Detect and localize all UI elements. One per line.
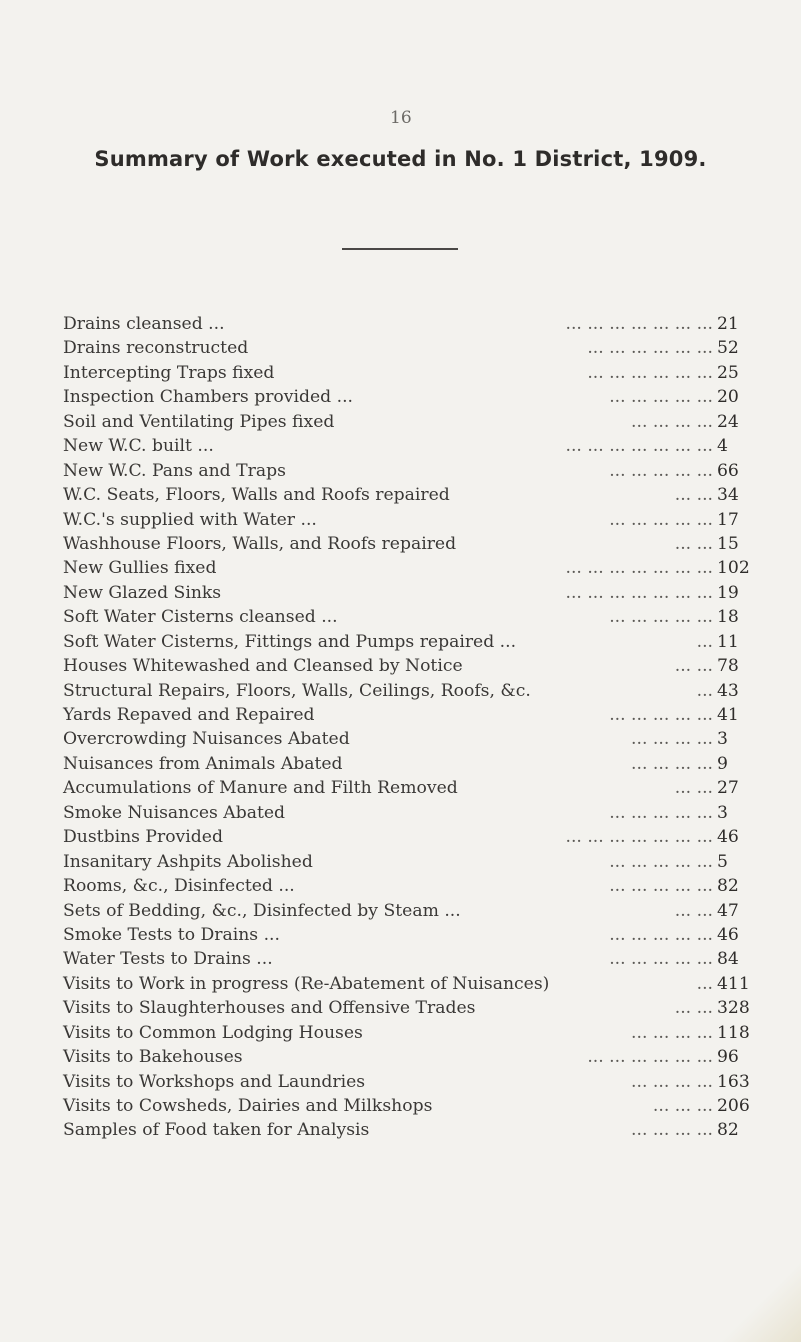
row-label: Intercepting Traps fixed xyxy=(63,361,280,385)
leader-dots: ... ... ... ... ... xyxy=(609,460,713,481)
summary-row xyxy=(63,361,763,385)
page-title: Summary of Work executed in No. 1 District, 1909. xyxy=(94,147,707,171)
leader-dots: ... ... ... ... xyxy=(631,753,713,774)
row-value: 3 xyxy=(717,729,728,750)
summary-row xyxy=(63,850,763,874)
summary-row xyxy=(63,532,763,556)
leader-dots: ... ... xyxy=(674,533,713,554)
row-label: Inspection Chambers provided ... xyxy=(63,385,359,409)
row-value: 43 xyxy=(717,680,739,701)
leader-dots: ... ... ... ... ... xyxy=(609,509,713,530)
title-divider xyxy=(342,248,458,250)
page-number: 16 xyxy=(390,108,412,128)
leader-dots: ... xyxy=(696,973,713,994)
leader-dots: ... ... ... ... ... ... xyxy=(587,1047,713,1068)
row-label: Drains reconstructed xyxy=(63,336,254,360)
row-value: 41 xyxy=(717,705,739,725)
row-label: Nuisances from Animals Abated xyxy=(63,752,349,776)
summary-row xyxy=(63,1118,763,1142)
row-value: 102 xyxy=(717,558,750,579)
row-label: Structural Repairs, Floors, Walls, Ceilings, Roofs, &c. xyxy=(63,679,537,703)
summary-row xyxy=(63,1021,763,1045)
row-value: 3 xyxy=(717,802,728,823)
row-value: 18 xyxy=(717,607,739,628)
row-label: Visits to Workshops and Laundries xyxy=(63,1070,371,1094)
leader-dots: ... ... ... ... ... xyxy=(609,387,713,408)
leader-dots: ... ... ... ... ... xyxy=(609,705,713,725)
row-label: Visits to Common Lodging Houses xyxy=(63,1021,369,1045)
leader-dots: ... ... ... ... ... ... ... xyxy=(565,314,713,334)
row-value: 82 xyxy=(717,1120,739,1141)
row-value: 84 xyxy=(717,949,739,970)
row-label: New Glazed Sinks xyxy=(63,581,227,605)
row-label: Soft Water Cisterns, Fittings and Pumps repaired ... xyxy=(63,630,522,654)
leader-dots: ... ... xyxy=(674,778,713,799)
row-label: Dustbins Provided xyxy=(63,825,229,849)
row-label: Samples of Food taken for Analysis xyxy=(63,1118,375,1142)
summary-row xyxy=(63,605,763,629)
summary-row xyxy=(63,385,763,409)
row-value: 46 xyxy=(717,924,739,945)
row-value: 411 xyxy=(717,973,750,994)
row-label: Visits to Cowsheds, Dairies and Milkshops xyxy=(63,1094,438,1118)
leader-dots: ... ... ... ... ... xyxy=(609,851,713,872)
leader-dots: ... ... xyxy=(674,998,713,1019)
leader-dots: ... ... ... ... xyxy=(631,411,713,432)
row-value: 4 xyxy=(717,436,728,457)
leader-dots: ... ... xyxy=(674,656,713,677)
leader-dots: ... ... ... ... ... ... xyxy=(587,362,713,383)
row-value: 82 xyxy=(717,876,739,897)
row-value: 24 xyxy=(717,411,739,432)
summary-row xyxy=(63,1045,763,1069)
summary-list xyxy=(63,312,763,1143)
row-label: Smoke Nuisances Abated xyxy=(63,801,291,825)
summary-row xyxy=(63,972,763,996)
row-value: 96 xyxy=(717,1047,739,1068)
leader-dots: ... ... ... ... ... ... ... xyxy=(565,436,713,457)
leader-dots: ... ... ... ... ... xyxy=(609,876,713,897)
leader-dots: ... ... ... ... xyxy=(631,1120,713,1141)
summary-row xyxy=(63,776,763,800)
summary-row xyxy=(63,654,763,678)
row-label: Visits to Slaughterhouses and Offensive Trades xyxy=(63,996,481,1020)
row-value: 19 xyxy=(717,582,739,603)
row-label: Overcrowding Nuisances Abated xyxy=(63,727,356,751)
summary-row xyxy=(63,703,763,727)
row-value: 47 xyxy=(717,900,739,921)
row-label: Rooms, &c., Disinfected ... xyxy=(63,874,301,898)
leader-dots: ... ... xyxy=(674,485,713,506)
row-value: 9 xyxy=(717,753,728,774)
row-label: W.C. Seats, Floors, Walls and Roofs repaired xyxy=(63,483,456,507)
summary-row xyxy=(63,581,763,605)
row-label: Sets of Bedding, &c., Disinfected by Steam ... xyxy=(63,899,467,923)
summary-row xyxy=(63,459,763,483)
summary-row xyxy=(63,556,763,580)
row-value: 328 xyxy=(717,998,750,1019)
row-label: New W.C. Pans and Traps xyxy=(63,459,292,483)
summary-row xyxy=(63,1094,763,1118)
summary-row xyxy=(63,483,763,507)
row-value: 20 xyxy=(717,387,739,408)
leader-dots: ... ... ... ... ... ... xyxy=(587,338,713,359)
leader-dots: ... ... ... ... ... ... ... xyxy=(565,582,713,603)
leader-dots: ... ... ... ... xyxy=(631,729,713,750)
summary-row xyxy=(63,434,763,458)
summary-row xyxy=(63,1070,763,1094)
summary-row xyxy=(63,312,763,336)
leader-dots: ... ... ... ... xyxy=(631,1022,713,1043)
summary-row xyxy=(63,410,763,434)
row-label: Accumulations of Manure and Filth Removed xyxy=(63,776,464,800)
row-label: Yards Repaved and Repaired xyxy=(63,703,321,727)
leader-dots: ... ... ... ... ... xyxy=(609,802,713,823)
summary-row xyxy=(63,630,763,654)
row-value: 118 xyxy=(717,1022,750,1043)
row-label: Soil and Ventilating Pipes fixed xyxy=(63,410,340,434)
leader-dots: ... ... ... ... ... xyxy=(609,924,713,945)
summary-row xyxy=(63,874,763,898)
leader-dots: ... ... ... ... xyxy=(631,1071,713,1092)
summary-row xyxy=(63,336,763,360)
row-value: 46 xyxy=(717,827,739,848)
row-label: Visits to Bakehouses xyxy=(63,1045,249,1069)
row-value: 52 xyxy=(717,338,739,359)
summary-row xyxy=(63,801,763,825)
row-value: 17 xyxy=(717,509,739,530)
row-label: Visits to Work in progress (Re-Abatement of Nuisances) xyxy=(63,972,555,996)
summary-row xyxy=(63,996,763,1020)
row-value: 163 xyxy=(717,1071,750,1092)
leader-dots: ... xyxy=(696,680,713,701)
row-value: 206 xyxy=(717,1096,750,1116)
row-label: Insanitary Ashpits Abolished xyxy=(63,850,319,874)
row-value: 5 xyxy=(717,851,728,872)
row-label: Drains cleansed ... xyxy=(63,312,231,336)
row-label: New Gullies fixed xyxy=(63,556,222,580)
leader-dots: ... ... ... ... ... ... ... xyxy=(565,827,713,848)
row-value: 78 xyxy=(717,656,739,677)
summary-row xyxy=(63,899,763,923)
summary-row xyxy=(63,947,763,971)
row-value: 66 xyxy=(717,460,739,481)
row-value: 34 xyxy=(717,485,739,506)
leader-dots: ... ... xyxy=(674,900,713,921)
row-value: 15 xyxy=(717,533,739,554)
leader-dots: ... xyxy=(696,631,713,652)
row-label: Soft Water Cisterns cleansed ... xyxy=(63,605,344,629)
row-label: W.C.'s supplied with Water ... xyxy=(63,508,323,532)
row-label: Houses Whitewashed and Cleansed by Notice xyxy=(63,654,469,678)
summary-row xyxy=(63,727,763,751)
row-value: 11 xyxy=(717,631,739,652)
summary-row xyxy=(63,825,763,849)
row-value: 27 xyxy=(717,778,739,799)
summary-row xyxy=(63,508,763,532)
summary-row xyxy=(63,752,763,776)
leader-dots: ... ... ... ... ... xyxy=(609,949,713,970)
row-label: Water Tests to Drains ... xyxy=(63,947,279,971)
row-value: 25 xyxy=(717,362,739,383)
page-corner-stain xyxy=(711,1252,801,1342)
row-label: New W.C. built ... xyxy=(63,434,220,458)
row-value: 21 xyxy=(717,314,739,334)
leader-dots: ... ... ... ... ... ... ... xyxy=(565,558,713,579)
leader-dots: ... ... ... xyxy=(652,1096,713,1116)
row-label: Smoke Tests to Drains ... xyxy=(63,923,286,947)
summary-row xyxy=(63,923,763,947)
row-label: Washhouse Floors, Walls, and Roofs repaired xyxy=(63,532,462,556)
summary-row xyxy=(63,679,763,703)
leader-dots: ... ... ... ... ... xyxy=(609,607,713,628)
